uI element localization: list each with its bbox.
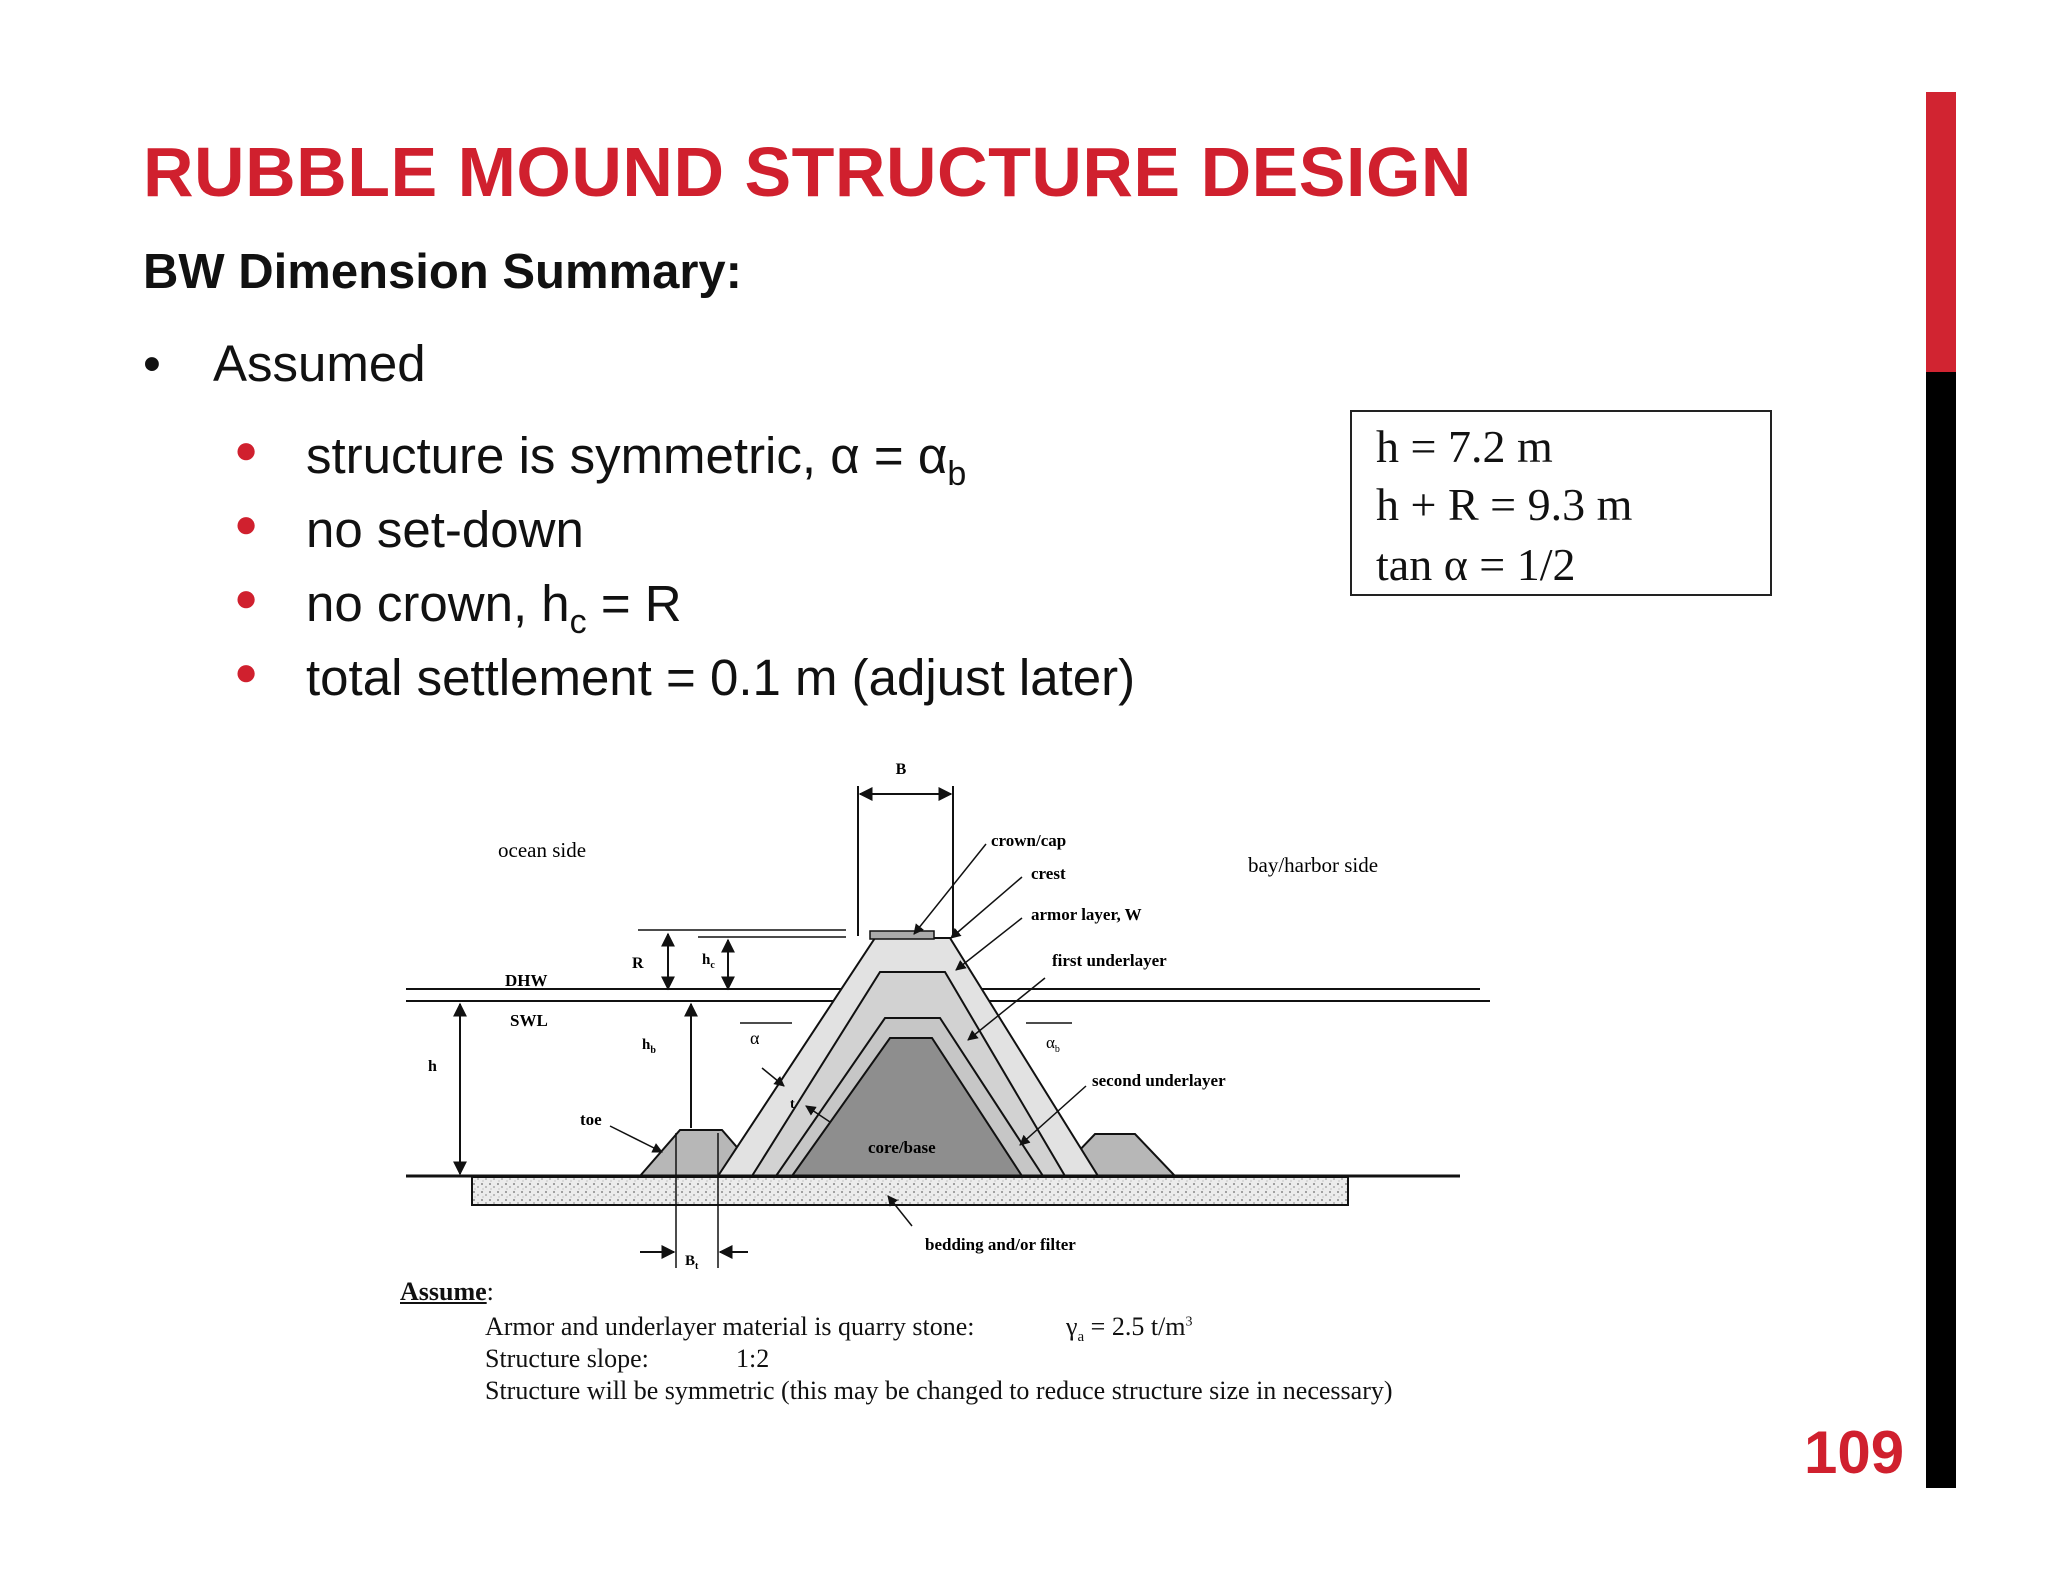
assumption-text: no crown, h	[306, 575, 570, 632]
red-bullet-icon: ●	[234, 502, 259, 546]
assumption-text: no set-down	[306, 501, 584, 558]
assumption-tail: = R	[586, 575, 682, 632]
label-alpha-b: α	[1046, 1033, 1055, 1052]
label-first-underlayer: first underlayer	[1052, 951, 1167, 970]
label-crest: crest	[1031, 864, 1066, 883]
red-bullet-icon: ●	[234, 576, 259, 620]
crown-cap	[870, 931, 934, 939]
toe-pointer	[610, 1126, 662, 1152]
assumption-subscript: c	[569, 603, 587, 641]
label-ocean-side: ocean side	[498, 838, 587, 862]
assume-material: Armor and underlayer material is quarry stone:	[485, 1312, 975, 1341]
assume-slope-label: Structure slope:	[485, 1344, 649, 1373]
label-toe: toe	[580, 1110, 602, 1129]
svg-text:αb	[1046, 1033, 1060, 1055]
assume-symmetric: Structure will be symmetric (this may be changed to reduce structure size in necessary)	[485, 1376, 1393, 1405]
assume-gamma-sub: a	[1077, 1329, 1085, 1346]
section-subtitle: BW Dimension Summary:	[143, 245, 742, 299]
red-bullet-icon: ●	[234, 650, 259, 694]
assume-gamma-sup: 3	[1185, 1314, 1193, 1330]
label-second-underlayer: second underlayer	[1092, 1071, 1226, 1090]
label-bedding: bedding and/or filter	[925, 1235, 1076, 1254]
label-alpha-b-sub: b	[1054, 1044, 1060, 1055]
label-bt-sub: t	[695, 1261, 699, 1272]
equation-line: h = 7.2 m	[1376, 421, 1553, 472]
label-hb-sub: b	[650, 1045, 656, 1056]
label-hc: h	[702, 952, 711, 968]
equation-box	[1350, 410, 1772, 596]
label-hb: h	[642, 1037, 651, 1053]
bullet-label: Assumed	[213, 335, 426, 392]
label-h: h	[428, 1058, 437, 1075]
svg-text:hb	[642, 1037, 656, 1056]
red-bullet-icon: ●	[234, 428, 259, 472]
label-swl: SWL	[510, 1011, 548, 1030]
label-dhw: DHW	[505, 971, 548, 990]
t-arrow-upper	[762, 1068, 784, 1086]
bedding-layer	[472, 1177, 1348, 1205]
label-r: R	[632, 955, 644, 972]
label-t: t	[790, 1097, 795, 1112]
svg-text:Bt	[685, 1253, 699, 1272]
crown-cap-pointer	[914, 844, 986, 934]
accent-bar-red	[1926, 92, 1956, 372]
rubble-mound-cross-section-diagram	[400, 750, 1500, 1280]
slide-title: RUBBLE MOUND STRUCTURE DESIGN	[143, 133, 1472, 211]
page-number: 109	[1804, 1419, 1905, 1486]
label-alpha: α	[750, 1028, 760, 1048]
assume-heading: Assume	[400, 1277, 487, 1306]
label-crown-cap: crown/cap	[991, 831, 1067, 850]
assume-gamma: γ	[1066, 1312, 1078, 1341]
label-hc-sub: c	[710, 960, 715, 971]
label-core: core/base	[868, 1138, 936, 1157]
label-bay-side: bay/harbor side	[1248, 853, 1379, 877]
label-bt: B	[685, 1253, 696, 1269]
equation-line: tan α = 1/2	[1376, 539, 1576, 590]
assume-slope-value: 1:2	[736, 1344, 770, 1373]
assumption-text: structure is symmetric, α = α	[306, 427, 948, 484]
bullet-dot-icon: •	[143, 335, 161, 392]
label-b: B	[895, 761, 907, 778]
accent-bar-black	[1926, 372, 1956, 1488]
equation-line: h + R = 9.3 m	[1376, 479, 1633, 530]
label-armor-layer: armor layer, W	[1031, 905, 1142, 924]
assumption-text: total settlement = 0.1 m (adjust later)	[306, 649, 1136, 706]
crest-pointer	[951, 877, 1022, 938]
assumption-subscript: b	[947, 455, 967, 493]
svg-text:hc	[702, 952, 715, 971]
assume-gamma-value: = 2.5 t/m	[1084, 1312, 1186, 1341]
assume-colon: :	[486, 1277, 494, 1306]
